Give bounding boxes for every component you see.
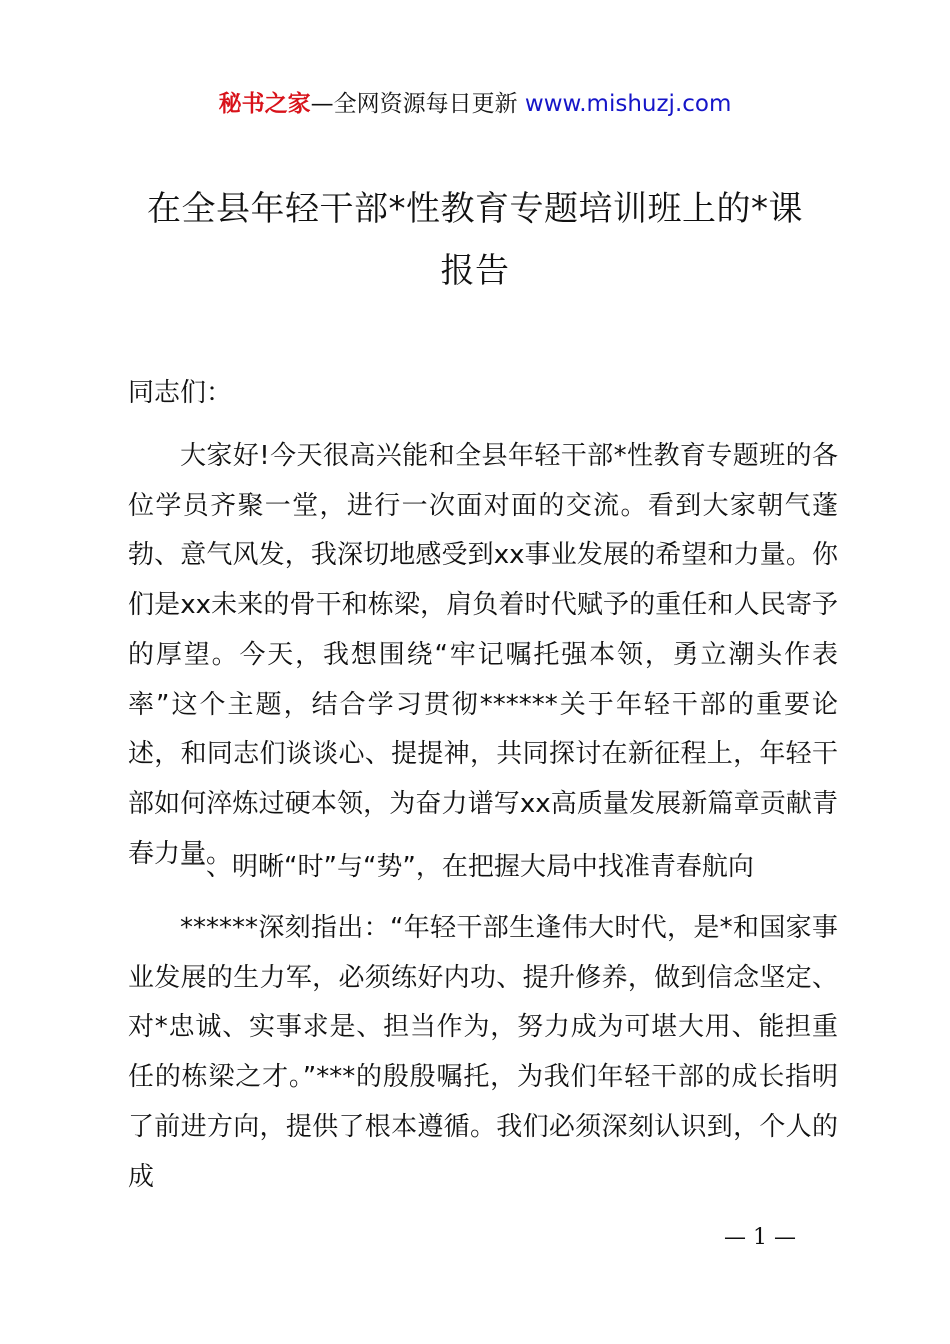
site-slogan: —全网资源每日更新	[310, 91, 525, 117]
salutation: 同志们：	[128, 378, 233, 408]
paragraph-intro: 大家好!今天很高兴能和全县年轻干部*性教育专题班的各位学员齐聚一堂，进行一次面对面的交流。看到大家朝气蓬勃、意气风发，我深切地感受到xx事业发展的希望和力量。你们是xx未来的骨干和栋梁，肩负着时代赋予的重任和人民寄予的厚望。今天，我想围绕“牢记嘱托强本领，勇立潮头作表率”这个主题，结合学习贯彻******关于年轻干部的重要论述，和同志们谈谈心、提提神，共同探讨在新征程上，年轻干部如何淬炼过硬本领，为奋力谱写xx高质量发展新篇章贡献青春力量。	[128, 441, 838, 869]
site-banner	[0, 88, 950, 120]
document-title	[120, 178, 830, 302]
title-line-1: 在全县年轻干部*性教育专题培训班上的*课	[147, 189, 803, 229]
section-heading-1: 一、明晰“时”与“势”，在把握大局中找准青春航向	[180, 852, 754, 882]
page-number: — 1 —	[724, 1225, 796, 1250]
site-brand: 秘书之家	[218, 91, 311, 117]
paragraph-section-1: ******深刻指出：“年轻干部生逢伟大时代，是*和国家事业发展的生力军，必须练好内功、提升修养，做到信念坚定、对*忠诚、实事求是、担当作为，努力成为可堪大用、能担重任的栋梁之才。”***的殷殷嘱托，为我们年轻干部的成长指明了前进方向，提供了根本遵循。我们必须深刻认识到，个人的成	[128, 913, 838, 1192]
title-line-2: 报告	[440, 251, 510, 291]
site-url-link[interactable]: www.mishuzj.com	[524, 91, 732, 117]
